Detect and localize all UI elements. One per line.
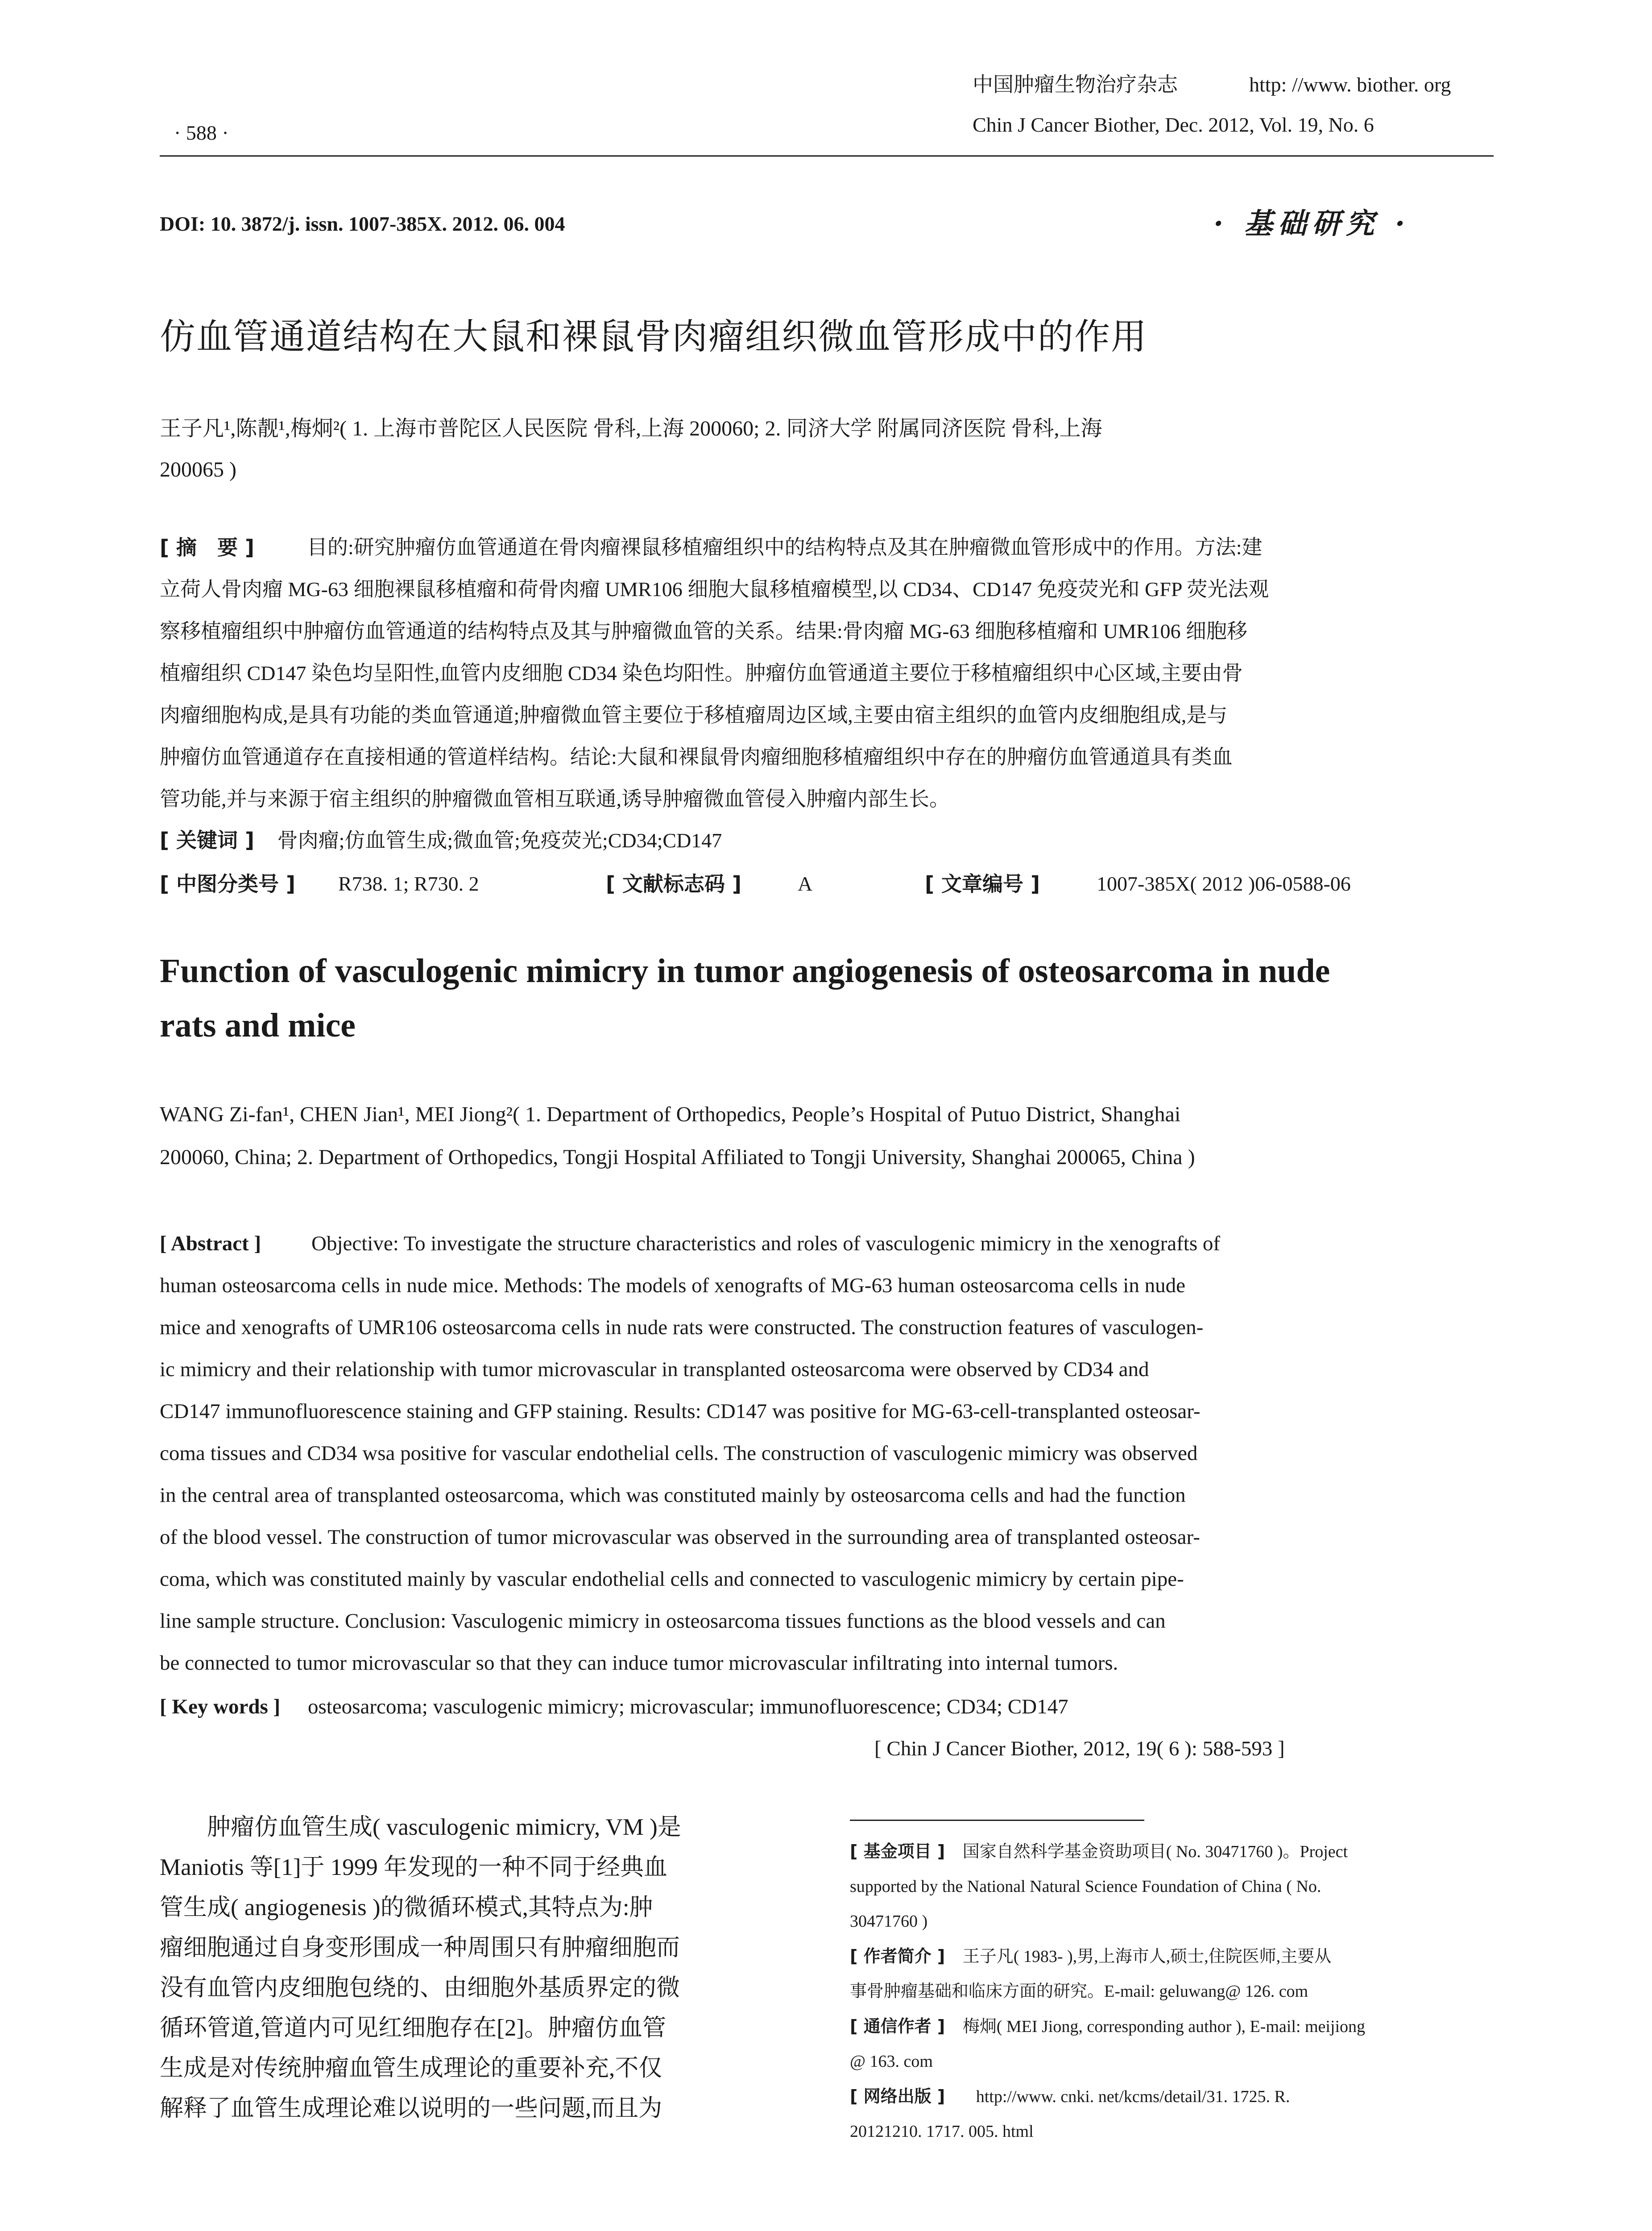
authors-en [160, 1093, 1498, 1179]
page-number: · 588 · [174, 121, 229, 144]
author-line1 [850, 1939, 1497, 1974]
section-label: · 基础研究 · [1213, 207, 1411, 241]
doi: DOI: 10. 3872/j. issn. 1007-385X. 2012. 06. 004 [160, 212, 565, 235]
keywords-en-label: [ Key words ] [160, 1695, 281, 1718]
abstract-cn-line: 立荷人骨肉瘤 MG-63 细胞裸鼠移植瘤和荷骨肉瘤 UMR106 细胞大鼠移植瘤模型,以 CD34、CD147 免疫荧光和 GFP 荧光法观 [160, 578, 1269, 601]
corr-text: 梅炯( MEI Jiong, corresponding author ), E-mail: meijiong [962, 2017, 1366, 2036]
abstract-en-line: mice and xenografts of UMR106 osteosarcoma cells in nude rats were constructed. The construction features of vasculogen- [160, 1316, 1204, 1339]
keywords-cn [160, 820, 722, 861]
abstract-en-line: coma, which was constituted mainly by vascular endothelial cells and connected to vasculogenic mimicry by certain pipe- [160, 1568, 1184, 1591]
authors-cn-line1: 王子凡¹,陈靓¹,梅炯²( 1. 上海市普陀区人民医院 骨科,上海 200060; 2. 同济大学 附属同济医院 骨科,上海 [160, 417, 1102, 440]
fund-line2: supported by the National Natural Science Foundation of China ( No. [850, 1877, 1321, 1896]
author-line2: 事骨肿瘤基础和临床方面的研究。E-mail: geluwang@ 126. com [850, 1982, 1308, 2001]
footnote-rule [850, 1820, 1144, 1821]
fund-label: [ 基金项目 ] [850, 1841, 945, 1861]
corr-line1 [850, 2009, 1497, 2044]
article-number-label: [ 文章编号 ] [925, 872, 1040, 896]
fund-text: 国家自然科学基金资助项目( No. 30471760 )。Project [962, 1842, 1348, 1861]
journal-citation-en: Chin J Cancer Biother, Dec. 2012, Vol. 19, No. 6 [973, 113, 1374, 136]
abstract-cn-line: 察移植瘤组织中肿瘤仿血管通道的结构特点及其与肿瘤微血管的关系。结果:骨肉瘤 MG-63 细胞移植瘤和 UMR106 细胞移 [160, 620, 1248, 643]
body-line: 循环管道,管道内可见红细胞存在[2]。肿瘤仿血管 [160, 2015, 667, 2041]
body-line: 肿瘤仿血管生成( vasculogenic mimicry, VM )是 [160, 1814, 681, 1840]
title-en-line2: rats and mice [160, 1007, 356, 1044]
corr-label: [ 通信作者 ] [850, 2016, 945, 2036]
fund-line1 [850, 1834, 1497, 1869]
clc-value: R738. 1; R730. 2 [338, 872, 479, 895]
abstract-cn [160, 527, 1498, 820]
body-line: 没有血管内皮细胞包绕的、由细胞外基质界定的微 [160, 1975, 680, 2001]
classification-row [160, 864, 1498, 904]
body-line: 瘤细胞通过自身变形围成一种周围只有肿瘤细胞而 [160, 1935, 680, 1961]
authors-cn [160, 408, 1498, 490]
abstract-cn-line: 肉瘤细胞构成,是具有功能的类血管通道;肿瘤微血管主要位于移植瘤周边区域,主要由宿主组织的血管内皮细胞组成,是与 [160, 704, 1228, 726]
title-en-line1: Function of vasculogenic mimicry in tumor angiogenesis of osteosarcoma in nude [160, 952, 1330, 990]
body-line: 生成是对传统肿瘤血管生成理论的重要补充,不仅 [160, 2055, 662, 2081]
clc-label: [ 中图分类号 ] [160, 872, 296, 896]
body-line: 解释了血管生成理论难以说明的一些问题,而且为 [160, 2095, 662, 2121]
doc-code-value: A [798, 872, 813, 895]
authors-en-line2: 200060, China; 2. Department of Orthopedics, Tongji Hospital Affiliated to Tongji University, Shanghai 200065, China ) [160, 1145, 1195, 1169]
online-link[interactable]: http://www. cnki. net/kcms/detail/31. 1725. R. [976, 2087, 1290, 2106]
article-number-value: 1007-385X( 2012 )06-0588-06 [1097, 872, 1351, 895]
author-text: 王子凡( 1983- ),男,上海市人,硕士,住院医师,主要从 [962, 1947, 1332, 1966]
keywords-en-value: osteosarcoma; vasculogenic mimicry; microvascular; immunofluorescence; CD34; CD147 [307, 1695, 1068, 1718]
abstract-en-line: be connected to tumor microvascular so that they can induce tumor microvascular infiltrating into internal tumors. [160, 1651, 1118, 1675]
abstract-en-label: [ Abstract ] [160, 1232, 261, 1255]
online-line1 [850, 2079, 1497, 2114]
header-rule [160, 155, 1494, 157]
abstract-en-line: ic mimicry and their relationship with tumor microvascular in transplanted osteosarcoma were observed by CD34 and [160, 1358, 1149, 1381]
abstract-cn-line: 肿瘤仿血管通道存在直接相通的管道样结构。结论:大鼠和裸鼠骨肉瘤细胞移植瘤组织中存在的肿瘤仿血管通道具有类血 [160, 746, 1233, 768]
authors-en-line1: WANG Zi-fan¹, CHEN Jian¹, MEI Jiong²( 1. Department of Orthopedics, People’s Hospital of Putuo District, Shanghai [160, 1103, 1181, 1126]
journal-name-cn: 中国肿瘤生物治疗杂志 [973, 73, 1178, 96]
citation: [ Chin J Cancer Biother, 2012, 19( 6 ): 588-593 ] [874, 1737, 1285, 1760]
abstract-en-line: line sample structure. Conclusion: Vasculogenic mimicry in osteosarcoma tissues functions as the blood vessels and can [160, 1609, 1166, 1633]
body-left-column [160, 1807, 802, 2128]
abstract-en-line: human osteosarcoma cells in nude mice. Methods: The models of xenografts of MG-63 human osteosarcoma cells in nude [160, 1274, 1185, 1297]
author-label: [ 作者简介 ] [850, 1946, 945, 1966]
abstract-en-line: coma tissues and CD34 wsa positive for vascular endothelial cells. The construction of vasculogenic mimicry was observed [160, 1442, 1198, 1465]
authors-cn-line2: 200065 ) [160, 458, 236, 481]
corr-line2: @ 163. com [850, 2052, 933, 2071]
abstract-cn-line: 管功能,并与来源于宿主组织的肿瘤微血管相互联通,诱导肿瘤微血管侵入肿瘤内部生长。 [160, 788, 950, 810]
journal-url: http: //www. biother. org [1249, 73, 1451, 96]
fund-line3: 30471760 ) [850, 1912, 928, 1931]
title-en [160, 944, 1498, 1053]
doc-code-label: [ 文献标志码 ] [606, 872, 742, 896]
body-line: Maniotis 等[1]于 1999 年发现的一种不同于经典血 [160, 1854, 667, 1880]
abstract-en [160, 1223, 1498, 1684]
abstract-cn-line: 目的:研究肿瘤仿血管通道在骨肉瘤裸鼠移植瘤组织中的结构特点及其在肿瘤微血管形成中的作用。方法:建 [307, 536, 1263, 559]
abstract-en-line: Objective: To investigate the structure characteristics and roles of vasculogenic mimicry in the xenografts of [311, 1232, 1221, 1255]
abstract-cn-line: 植瘤组织 CD147 染色均呈阳性,血管内皮细胞 CD34 染色均阳性。肿瘤仿血管通道主要位于移植瘤组织中心区域,主要由骨 [160, 662, 1243, 684]
title-cn: 仿血管通道结构在大鼠和裸鼠骨肉瘤组织微血管形成中的作用 [160, 316, 1147, 357]
abstract-en-line: CD147 immunofluorescence staining and GFP staining. Results: CD147 was positive for MG-63-cell-transplanted osteosar- [160, 1400, 1201, 1423]
keywords-en [160, 1686, 1068, 1728]
online-line2[interactable]: 20121210. 1717. 005. html [850, 2122, 1034, 2141]
keywords-cn-value: 骨肉瘤;仿血管生成;微血管;免疫荧光;CD34;CD147 [277, 829, 722, 852]
keywords-cn-label: [ 关键词 ] [160, 828, 255, 852]
abstract-en-line: of the blood vessel. The construction of tumor microvascular was observed in the surrounding area of transplanted osteosar- [160, 1526, 1200, 1549]
body-line: 管生成( angiogenesis )的微循环模式,其特点为:肿 [160, 1895, 653, 1920]
footnotes [850, 1834, 1497, 2149]
abstract-cn-label: [ 摘 要 ] [160, 535, 255, 560]
abstract-en-line: in the central area of transplanted osteosarcoma, which was constituted mainly by osteosarcoma cells and had the function [160, 1484, 1186, 1507]
online-label: [ 网络出版 ] [850, 2086, 945, 2106]
